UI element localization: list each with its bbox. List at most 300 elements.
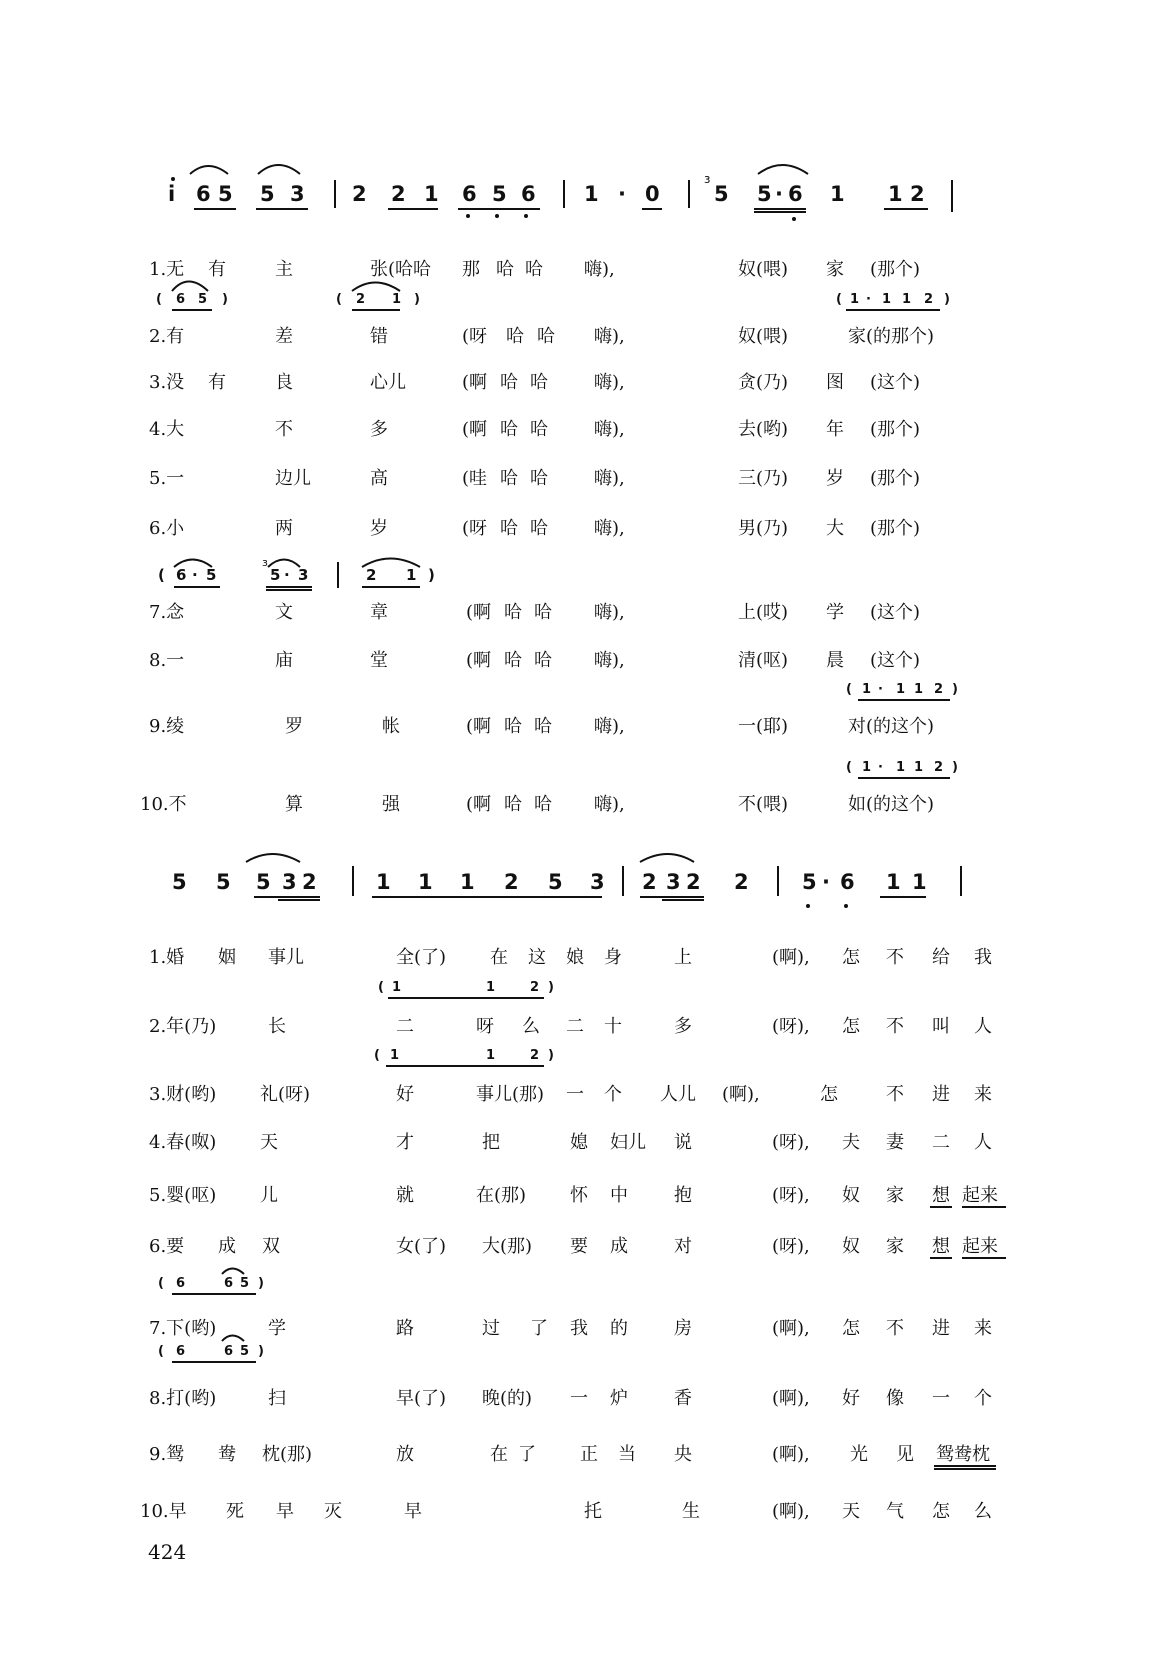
lyric: 堂 <box>370 650 388 671</box>
lyric: 夫 <box>842 1132 860 1153</box>
lyric: 二 <box>566 1016 584 1037</box>
note: 3 <box>282 870 297 894</box>
alt-note: 5 <box>198 292 208 307</box>
grace-mark: ɜ <box>704 172 711 186</box>
lyric: 在 <box>490 1444 508 1465</box>
note: 2 <box>504 870 519 894</box>
alt-note: 1 <box>486 980 496 995</box>
lyric: 边儿 <box>275 468 311 489</box>
lyric: 见 <box>896 1444 914 1465</box>
lyric: 多 <box>674 1016 692 1037</box>
lyric: (啊), <box>772 1318 810 1339</box>
lyric: 双 <box>262 1236 280 1257</box>
lyric: 一(耶) <box>738 716 789 737</box>
alt-note: · <box>878 760 883 775</box>
lyric: 庙 <box>275 650 293 671</box>
lyric: 4.春(呶) <box>149 1132 217 1153</box>
lyric: 奴 <box>842 1185 860 1206</box>
lyric: 哈 <box>534 602 552 623</box>
lyric: (那个) <box>870 419 921 440</box>
alt-note: 2 <box>530 980 540 995</box>
lyric: 家(的那个) <box>848 326 935 347</box>
lyric: 中 <box>610 1185 628 1206</box>
lyric: 姻 <box>218 947 236 968</box>
lyric: 不(喂) <box>738 794 789 815</box>
lyric: 高 <box>370 468 388 489</box>
page-number: 424 <box>148 1540 187 1564</box>
note: 1 <box>376 870 391 894</box>
lyric: (啊 <box>466 794 492 815</box>
lyric: (呀 <box>462 326 488 347</box>
lyric: 生 <box>682 1501 700 1522</box>
alt-note: 1 <box>862 760 872 775</box>
beam <box>172 309 212 311</box>
bar-line <box>352 866 354 896</box>
lyric: 天 <box>842 1501 860 1522</box>
lyric: 人 <box>974 1132 992 1153</box>
beam <box>846 309 940 311</box>
lyric: 起来 <box>962 1236 998 1257</box>
lyric: 嗨), <box>594 419 625 440</box>
lyric: 我 <box>570 1318 588 1339</box>
lyric: 呀 <box>476 1016 494 1037</box>
lyric: 哈 <box>504 602 522 623</box>
lyric: 张(哈哈 <box>370 259 432 280</box>
note: 2 <box>734 870 749 894</box>
bar-line <box>337 562 339 588</box>
note: 5 <box>757 182 772 206</box>
lyric: 有 <box>208 372 226 393</box>
alt-note: ) <box>952 760 958 775</box>
lyric: 文 <box>275 602 293 623</box>
lyric: (这个) <box>870 602 921 623</box>
lyric: 10.不 <box>140 794 187 815</box>
alt-note: 1 <box>390 1048 400 1063</box>
lyric: 哈 <box>506 326 524 347</box>
lyric: 嗨), <box>594 518 625 539</box>
lyric: 礼(呀) <box>260 1084 311 1105</box>
lyric: 全(了) <box>396 947 447 968</box>
alt-note: ( <box>158 1276 164 1291</box>
lyric: 妻 <box>886 1132 904 1153</box>
beam <box>172 1293 256 1295</box>
alt-note: 2 <box>924 292 934 307</box>
lyric: 叫 <box>932 1016 950 1037</box>
note: 1 <box>584 182 599 206</box>
beam <box>934 1465 996 1467</box>
note: 5 <box>714 182 729 206</box>
note: 6 <box>840 870 855 894</box>
lyric: 鸯 <box>218 1444 236 1465</box>
lyric: 枕(那) <box>262 1444 313 1465</box>
lyric: 9.绫 <box>149 716 185 737</box>
lyric: (那个) <box>870 468 921 489</box>
lyric: 算 <box>285 794 303 815</box>
lyric: 上(哎) <box>738 602 789 623</box>
lyric: 不 <box>886 947 904 968</box>
lyric: 心儿 <box>370 372 406 393</box>
lyric: (啊 <box>466 650 492 671</box>
lyric: 这 <box>528 947 546 968</box>
note: 1 <box>912 870 927 894</box>
lyric: 8.一 <box>149 650 185 671</box>
lyric: 想 <box>932 1185 950 1206</box>
lyric: 7.念 <box>149 602 185 623</box>
lyric: 路 <box>396 1318 414 1339</box>
note: 3 <box>290 182 305 206</box>
lyric: 女(了) <box>396 1236 447 1257</box>
alt-note: ( <box>374 1048 380 1063</box>
lyric: 男(乃) <box>738 518 789 539</box>
alt-note: ( <box>158 566 165 584</box>
alt-note: 6 <box>224 1276 234 1291</box>
alt-note: ( <box>336 292 342 307</box>
lyric: 过 <box>482 1318 500 1339</box>
alt-note: ) <box>428 566 435 584</box>
alt-note: 2 <box>934 760 944 775</box>
alt-note: ) <box>548 980 554 995</box>
beam <box>934 1468 996 1470</box>
lyric: 学 <box>826 602 844 623</box>
lyric: 去(哟) <box>738 419 789 440</box>
lyric: 么 <box>522 1016 540 1037</box>
lyric: 鸳鸯枕 <box>936 1444 990 1465</box>
lyric: 哈 <box>530 419 548 440</box>
alt-note: ( <box>846 682 852 697</box>
beam <box>388 997 544 999</box>
lyric: 死 <box>226 1501 244 1522</box>
lyric: 想 <box>932 1236 950 1257</box>
lyric: 3.没 <box>149 372 185 393</box>
lyric: 怎 <box>842 947 860 968</box>
lyric: 怎 <box>820 1084 838 1105</box>
alt-note: · <box>284 566 290 584</box>
lyric: 来 <box>974 1318 992 1339</box>
lyric: 5.婴(呕) <box>149 1185 217 1206</box>
lyric: 不 <box>886 1016 904 1037</box>
lyric: 如(的这个) <box>848 794 935 815</box>
lyric: 学 <box>268 1318 286 1339</box>
lyric: 大 <box>826 518 844 539</box>
lyric: 哈 <box>534 650 552 671</box>
note: 5 <box>172 870 187 894</box>
lyric: 罗 <box>285 716 303 737</box>
note: 2 <box>910 182 925 206</box>
note: 5 <box>492 182 507 206</box>
note: 5 <box>256 870 271 894</box>
lyric: 妇儿 <box>610 1132 646 1153</box>
note-dot: · <box>775 182 783 206</box>
beam <box>962 1206 1006 1208</box>
note: 1 <box>830 182 845 206</box>
alt-note: ( <box>156 292 162 307</box>
lyric: 那 <box>462 259 480 280</box>
lyric: 图 <box>826 372 844 393</box>
lyric: 怎 <box>842 1016 860 1037</box>
lyric: 事儿 <box>268 947 304 968</box>
lyric: 托 <box>584 1501 602 1522</box>
beam <box>362 586 420 588</box>
alt-note: 6 <box>176 1276 186 1291</box>
lyric: 正 <box>580 1444 598 1465</box>
lyric: 差 <box>275 326 293 347</box>
lyric: 个 <box>974 1388 992 1409</box>
note: 1 <box>886 870 901 894</box>
lyric: (呀), <box>772 1016 810 1037</box>
lyric: 2.有 <box>149 326 185 347</box>
beam <box>662 899 704 901</box>
alt-note: 6 <box>176 566 187 584</box>
lyric: 成 <box>610 1236 628 1257</box>
lyric: 年 <box>826 419 844 440</box>
lyric: 嗨), <box>594 602 625 623</box>
beam <box>930 1257 952 1259</box>
alt-note: 5 <box>240 1276 250 1291</box>
lyric: 给 <box>932 947 950 968</box>
beam <box>880 896 926 898</box>
lyric: 十 <box>604 1016 622 1037</box>
note: 5 <box>218 182 233 206</box>
lyric: 奴(喂) <box>738 326 789 347</box>
note: 6 <box>521 182 536 206</box>
lyric: 好 <box>396 1084 414 1105</box>
note: 1 <box>418 870 433 894</box>
lyric: 房 <box>674 1318 692 1339</box>
lyric: (啊), <box>772 947 810 968</box>
bar-line <box>960 866 962 896</box>
low-octave-dot <box>806 904 810 908</box>
lyric: 气 <box>886 1501 904 1522</box>
lyric: 哈 <box>534 794 552 815</box>
note: 5 <box>216 870 231 894</box>
lyric: 哈 <box>500 372 518 393</box>
lyric: 良 <box>275 372 293 393</box>
beam <box>372 896 602 898</box>
alt-note: 6 <box>176 292 186 307</box>
lyric: 了 <box>530 1318 548 1339</box>
alt-note: 1 <box>392 980 402 995</box>
lyric: 不 <box>886 1318 904 1339</box>
lyric: 嗨), <box>594 650 625 671</box>
lyric: 人 <box>974 1016 992 1037</box>
lyric: 多 <box>370 419 388 440</box>
note: 6 <box>196 182 211 206</box>
lyric: 哈 <box>500 468 518 489</box>
lyric: 哈 <box>504 650 522 671</box>
lyric: 扫 <box>268 1388 286 1409</box>
lyric: 一 <box>932 1388 950 1409</box>
note: 5 <box>548 870 563 894</box>
lyric: 抱 <box>674 1185 692 1206</box>
lyric: 炉 <box>610 1388 628 1409</box>
beam <box>858 699 950 701</box>
lyric: 嗨), <box>594 468 625 489</box>
lyric: 哈 <box>525 259 543 280</box>
lyric: (呀), <box>772 1185 810 1206</box>
lyric: (啊 <box>462 419 488 440</box>
lyric: 大(那) <box>482 1236 533 1257</box>
lyric: 嗨), <box>594 794 625 815</box>
beam <box>352 309 400 311</box>
lyric: 早 <box>404 1501 422 1522</box>
lyric: (啊 <box>466 716 492 737</box>
alt-note: 1 <box>896 682 906 697</box>
lyric: 嗨), <box>584 259 615 280</box>
lyric: 媳 <box>570 1132 588 1153</box>
beam <box>962 1257 1006 1259</box>
alt-note: 3 <box>298 566 309 584</box>
lyric: 嗨), <box>594 716 625 737</box>
lyric: 10.早 <box>140 1501 187 1522</box>
lyric: (啊), <box>772 1388 810 1409</box>
lyric: (呀), <box>772 1132 810 1153</box>
note: 0 <box>645 182 660 206</box>
note: 3 <box>666 870 681 894</box>
note: 2 <box>642 870 657 894</box>
note-dot: · <box>822 870 830 894</box>
lyric: 贪(乃) <box>738 372 789 393</box>
lyric: 哈 <box>530 372 548 393</box>
alt-note: 1 <box>882 292 892 307</box>
lyric: 的 <box>610 1318 628 1339</box>
lyric: 哈 <box>496 259 514 280</box>
lyric: 在(那) <box>476 1185 527 1206</box>
lyric: (呀), <box>772 1236 810 1257</box>
alt-note: 1 <box>486 1048 496 1063</box>
alt-note: ( <box>378 980 384 995</box>
alt-note: 2 <box>356 292 366 307</box>
lyric: 岁 <box>826 468 844 489</box>
alt-note: 1 <box>850 292 860 307</box>
beam <box>266 589 312 591</box>
alt-note: ) <box>952 682 958 697</box>
lyric: 奴(喂) <box>738 259 789 280</box>
lyric: 不 <box>275 419 293 440</box>
note: i <box>168 182 176 206</box>
lyric: 好 <box>842 1388 860 1409</box>
lyric: 两 <box>275 518 293 539</box>
lyric: 当 <box>618 1444 636 1465</box>
lyric: 家 <box>826 259 844 280</box>
lyric: 2.年(乃) <box>149 1016 217 1037</box>
lyric: 光 <box>850 1444 868 1465</box>
alt-note: ( <box>836 292 842 307</box>
note: 1 <box>424 182 439 206</box>
note: 3 <box>590 870 605 894</box>
lyric: 1.婚 <box>149 947 185 968</box>
beam <box>174 586 220 588</box>
alt-note: 2 <box>530 1048 540 1063</box>
lyric: 二 <box>396 1016 414 1037</box>
lyric: (这个) <box>870 372 921 393</box>
beam <box>278 899 320 901</box>
lyric: 哈 <box>530 468 548 489</box>
lyric: 哈 <box>500 419 518 440</box>
lyric: 才 <box>396 1132 414 1153</box>
note: 2 <box>302 870 317 894</box>
lyric: 哈 <box>534 716 552 737</box>
lyric: 在 <box>490 947 508 968</box>
alt-note: 5 <box>206 566 217 584</box>
lyric: 一 <box>570 1388 588 1409</box>
lyric: 要 <box>570 1236 588 1257</box>
lyric: 嗨), <box>594 372 625 393</box>
note: 1 <box>888 182 903 206</box>
lyric: 三(乃) <box>738 468 789 489</box>
lyric: 怀 <box>570 1185 588 1206</box>
note: 6 <box>462 182 477 206</box>
lyric: 早 <box>276 1501 294 1522</box>
lyric: 像 <box>886 1388 904 1409</box>
lyric: 哈 <box>504 794 522 815</box>
alt-note: ( <box>158 1344 164 1359</box>
note: 5 <box>802 870 817 894</box>
lyric: 9.鸳 <box>149 1444 185 1465</box>
lyric: 放 <box>396 1444 414 1465</box>
alt-note: 1 <box>406 566 417 584</box>
alt-note: 1 <box>392 292 402 307</box>
lyric: 6.小 <box>149 518 185 539</box>
lyric: 清(呕) <box>738 650 789 671</box>
lyric: 3.财(哟) <box>149 1084 217 1105</box>
alt-note: 2 <box>366 566 377 584</box>
alt-note: 2 <box>934 682 944 697</box>
lyric: 章 <box>370 602 388 623</box>
beam <box>858 777 950 779</box>
lyric: 有 <box>208 259 226 280</box>
lyric: 8.打(哟) <box>149 1388 217 1409</box>
lyric: 个 <box>604 1084 622 1105</box>
lyric: 娘 <box>566 947 584 968</box>
lyric: 起来 <box>962 1185 998 1206</box>
lyric: 来 <box>974 1084 992 1105</box>
lyric: 早(了) <box>396 1388 447 1409</box>
lyric: 人儿 <box>660 1084 696 1105</box>
lyric: 哈 <box>504 716 522 737</box>
lyric: 6.要 <box>149 1236 185 1257</box>
alt-note: 6 <box>176 1344 186 1359</box>
lyric: 哈 <box>500 518 518 539</box>
lyric: 哈 <box>530 518 548 539</box>
lyric: 了 <box>518 1444 536 1465</box>
alt-note: ) <box>222 292 228 307</box>
grace-mark: ɜ <box>262 556 268 569</box>
note: 2 <box>391 182 406 206</box>
lyric: 央 <box>674 1444 692 1465</box>
note: 6 <box>788 182 803 206</box>
beam <box>640 896 704 898</box>
low-octave-dot <box>844 904 848 908</box>
lyric: 身 <box>604 947 622 968</box>
lyric: 帐 <box>382 716 400 737</box>
lyric: 进 <box>932 1318 950 1339</box>
lyric: 进 <box>932 1084 950 1105</box>
lyric: (哇 <box>462 468 488 489</box>
lyric: 奴 <box>842 1236 860 1257</box>
lyric: (啊 <box>466 602 492 623</box>
lyric: 晚(的) <box>482 1388 533 1409</box>
lyric: (啊), <box>772 1444 810 1465</box>
lyric: 我 <box>974 947 992 968</box>
beam <box>254 896 320 898</box>
alt-note: ) <box>548 1048 554 1063</box>
lyric: 强 <box>382 794 400 815</box>
lyric: (那个) <box>870 259 921 280</box>
lyric: 不 <box>886 1084 904 1105</box>
lyric: 5.一 <box>149 468 185 489</box>
alt-note: 5 <box>270 566 281 584</box>
lyric: 儿 <box>260 1185 278 1206</box>
